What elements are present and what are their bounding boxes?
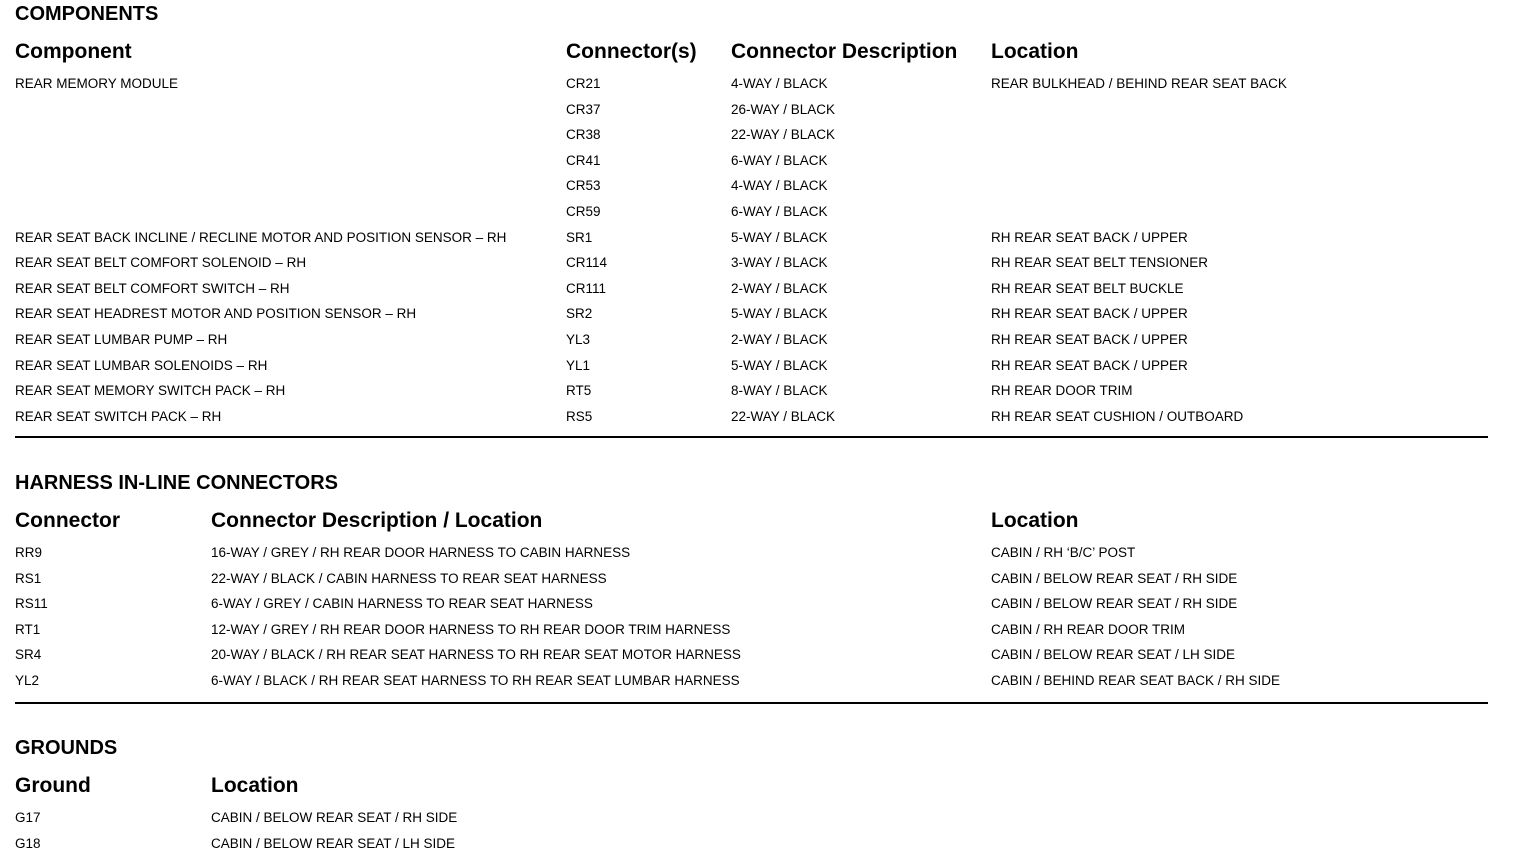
harness-description: 6-WAY / BLACK / RH REAR SEAT HARNESS TO RH REAR SEAT LUMBAR HARNESS — [211, 673, 740, 688]
harness-connector-id: YL2 — [15, 673, 40, 688]
table-row — [0, 76, 1500, 101]
component-name: REAR SEAT HEADREST MOTOR AND POSITION SENSOR – RH — [15, 306, 417, 322]
harness-divider — [15, 702, 1488, 704]
table-row — [0, 622, 1500, 647]
table-row — [0, 836, 1500, 861]
table-row — [0, 810, 1500, 835]
table-row — [0, 230, 1500, 255]
harness-location: CABIN / BEHIND REAR SEAT BACK / RH SIDE — [991, 673, 1281, 688]
harness-header-location: Location — [991, 509, 1079, 532]
connector-id: CR114 — [566, 255, 608, 271]
connector-id: YL3 — [566, 332, 591, 347]
connector-id: RS5 — [566, 408, 593, 424]
component-name: REAR SEAT BELT COMFORT SWITCH – RH — [15, 280, 290, 296]
ground-location: CABIN / BELOW REAR SEAT / LH SIDE — [211, 835, 456, 851]
harness-header-connector: Connector — [15, 509, 120, 532]
harness-description: 20-WAY / BLACK / RH REAR SEAT HARNESS TO RH REAR SEAT MOTOR HARNESS — [211, 647, 741, 663]
connector-description: 6-WAY / BLACK — [731, 204, 828, 219]
connector-description: 2-WAY / BLACK — [731, 332, 828, 347]
component-name: REAR SEAT BACK INCLINE / RECLINE MOTOR AND POSITION SENSOR – RH — [15, 229, 507, 245]
component-name: REAR SEAT LUMBAR SOLENOIDS – RH — [15, 357, 268, 373]
table-row — [0, 306, 1500, 331]
table-row — [0, 281, 1500, 306]
component-location: RH REAR SEAT BACK / UPPER — [991, 306, 1188, 322]
component-location: RH REAR SEAT CUSHION / OUTBOARD — [991, 408, 1244, 424]
harness-connector-id: SR4 — [15, 647, 42, 663]
connector-id: RT5 — [566, 383, 592, 399]
harness-connector-id: RS11 — [15, 596, 48, 612]
grounds-header-ground: Ground — [15, 774, 91, 797]
components-header-description: Connector Description — [731, 40, 958, 63]
connector-id: SR2 — [566, 306, 593, 322]
component-location: RH REAR SEAT BACK / UPPER — [991, 357, 1188, 373]
components-header-location: Location — [991, 40, 1079, 63]
connector-description: 6-WAY / BLACK — [731, 152, 828, 168]
connector-description: 5-WAY / BLACK — [731, 229, 828, 245]
table-row — [0, 673, 1500, 698]
component-name: REAR SEAT SWITCH PACK – RH — [15, 408, 222, 424]
ground-id: G18 — [15, 835, 41, 851]
connector-id: CR111 — [566, 280, 607, 296]
component-location: RH REAR DOOR TRIM — [991, 383, 1133, 399]
table-row — [0, 153, 1500, 178]
component-location: REAR BULKHEAD / BEHIND REAR SEAT BACK — [991, 76, 1287, 91]
grounds-header-location: Location — [211, 774, 299, 797]
connector-description: 22-WAY / BLACK — [731, 127, 836, 143]
harness-location: CABIN / BELOW REAR SEAT / RH SIDE — [991, 570, 1238, 586]
connector-description: 3-WAY / BLACK — [731, 255, 828, 271]
connector-id: CR41 — [566, 152, 601, 168]
connector-id: CR59 — [566, 204, 601, 219]
connector-description: 5-WAY / BLACK — [731, 357, 828, 373]
table-row — [0, 332, 1500, 357]
harness-section-title: HARNESS IN-LINE CONNECTORS — [15, 472, 338, 494]
connector-id: SR1 — [566, 229, 593, 245]
connector-description: 26-WAY / BLACK — [731, 101, 836, 117]
connector-description: 22-WAY / BLACK — [731, 408, 836, 424]
table-row — [0, 409, 1500, 434]
table-row — [0, 358, 1500, 383]
components-section-title: COMPONENTS — [15, 3, 159, 25]
table-row — [0, 647, 1500, 672]
table-row — [0, 178, 1500, 203]
harness-connector-id: RR9 — [15, 545, 43, 560]
table-row — [0, 596, 1500, 621]
table-row — [0, 383, 1500, 408]
components-header-component: Component — [15, 40, 132, 63]
connector-description: 4-WAY / BLACK — [731, 178, 828, 194]
ground-location: CABIN / BELOW REAR SEAT / RH SIDE — [211, 810, 458, 825]
component-location: RH REAR SEAT BACK / UPPER — [991, 229, 1188, 245]
table-row — [0, 204, 1500, 229]
components-header-connectors: Connector(s) — [566, 40, 697, 63]
component-location: RH REAR SEAT BACK / UPPER — [991, 332, 1188, 347]
connector-id: YL1 — [566, 357, 591, 373]
table-row — [0, 571, 1500, 596]
harness-description: 22-WAY / BLACK / CABIN HARNESS TO REAR SEAT HARNESS — [211, 570, 607, 586]
component-location: RH REAR SEAT BELT TENSIONER — [991, 255, 1209, 271]
table-row — [0, 255, 1500, 280]
harness-description: 12-WAY / GREY / RH REAR DOOR HARNESS TO RH REAR DOOR TRIM HARNESS — [211, 621, 731, 637]
connector-description: 5-WAY / BLACK — [731, 306, 828, 322]
component-name: REAR SEAT MEMORY SWITCH PACK – RH — [15, 383, 286, 399]
table-row — [0, 127, 1500, 152]
harness-location: CABIN / RH ‘B/C’ POST — [991, 545, 1136, 560]
ground-id: G17 — [15, 810, 41, 825]
connector-description: 2-WAY / BLACK — [731, 280, 828, 296]
harness-description: 6-WAY / GREY / CABIN HARNESS TO REAR SEAT HARNESS — [211, 596, 593, 612]
connector-description: 4-WAY / BLACK — [731, 76, 828, 91]
harness-location: CABIN / RH REAR DOOR TRIM — [991, 621, 1186, 637]
connector-id: CR21 — [566, 76, 601, 91]
connector-id: CR53 — [566, 178, 601, 194]
harness-description: 16-WAY / GREY / RH REAR DOOR HARNESS TO CABIN HARNESS — [211, 545, 631, 560]
table-row — [0, 102, 1500, 127]
component-location: RH REAR SEAT BELT BUCKLE — [991, 280, 1184, 296]
component-name: REAR SEAT BELT COMFORT SOLENOID – RH — [15, 255, 307, 271]
grounds-section-title: GROUNDS — [15, 737, 118, 759]
connector-id: CR37 — [566, 101, 601, 117]
harness-connector-id: RT1 — [15, 621, 41, 637]
connector-description: 8-WAY / BLACK — [731, 383, 828, 399]
harness-location: CABIN / BELOW REAR SEAT / RH SIDE — [991, 596, 1238, 612]
components-divider — [15, 436, 1488, 438]
harness-connector-id: RS1 — [15, 570, 42, 586]
harness-location: CABIN / BELOW REAR SEAT / LH SIDE — [991, 647, 1236, 663]
component-name: REAR SEAT LUMBAR PUMP – RH — [15, 332, 228, 347]
table-row — [0, 545, 1500, 570]
harness-header-description: Connector Description / Location — [211, 509, 543, 532]
connector-id: CR38 — [566, 127, 601, 143]
component-name: REAR MEMORY MODULE — [15, 76, 179, 91]
